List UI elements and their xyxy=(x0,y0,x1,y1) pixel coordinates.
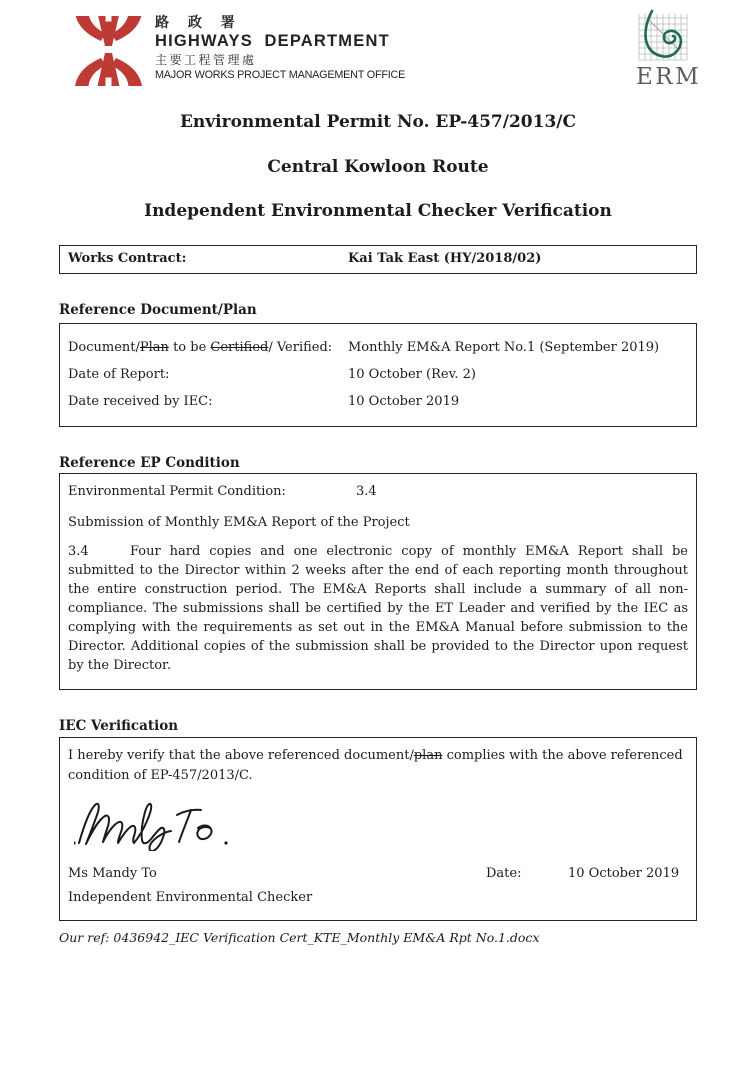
ep-clause-number: 3.4 xyxy=(68,544,89,559)
department-name-zh: 路 政 署 xyxy=(155,15,242,31)
reference-document-heading: Reference Document/Plan xyxy=(59,302,257,318)
our-ref-footer: Our ref: 0436942_IEC Verification Cert_KTE_Monthly EM&A Rpt No.1.docx xyxy=(59,930,540,945)
ep-clause-paragraph xyxy=(68,542,688,675)
label-suffix: / Verified: xyxy=(268,340,333,355)
signature-image xyxy=(74,795,259,851)
date-label: Date: xyxy=(486,866,522,881)
ep-condition-row xyxy=(68,482,688,502)
document-verified-row xyxy=(68,338,688,358)
ep-condition-box xyxy=(59,473,697,690)
label-mid: to be xyxy=(168,340,211,355)
document-verified-value: Monthly EM&A Report No.1 (September 2019) xyxy=(348,340,660,355)
label-prefix: Document/ xyxy=(68,340,140,355)
permit-number-title: Environmental Permit No. EP-457/2013/C xyxy=(179,112,577,132)
date-value: 10 October 2019 xyxy=(568,866,680,881)
date-of-report-value: 10 October (Rev. 2) xyxy=(348,367,476,382)
header xyxy=(59,0,702,100)
signatory-title: Independent Environmental Checker xyxy=(68,890,313,905)
department-name-en: HIGHWAYS DEPARTMENT xyxy=(155,32,390,50)
statement-struck-plan: plan xyxy=(413,748,443,763)
statement-suffix: complies with the above referenced condition of EP-457/2013/C. xyxy=(68,748,683,783)
office-name-en: MAJOR WORKS PROJECT MANAGEMENT OFFICE xyxy=(155,69,406,81)
iec-verification-box xyxy=(59,737,697,921)
ep-clause-text: Four hard copies and one electronic copy of monthly EM&A Report shall be submitted to the Director within 2 weeks after the end of each reporting month throughout the entire construction period. The EM&A Reports shall include a summary of all non-compliance. The submissions shall be certified by the ET Leader and verified by the IEC as complying with the requirements as set out in the EM&A Manual before submission to the Director. Additional copies of the submission shall be provided to the Director upon request by the Director. xyxy=(68,544,688,673)
iec-statement xyxy=(68,746,688,786)
department-titles xyxy=(155,14,405,82)
iec-verification-heading: IEC Verification xyxy=(59,718,179,734)
label-struck-certified: Certified xyxy=(210,340,269,355)
works-contract-value: Kai Tak East (HY/2018/02) xyxy=(348,251,542,266)
document-verified-label xyxy=(68,338,348,358)
statement-prefix: I hereby verify that the above referenced document/ xyxy=(68,748,414,763)
signatory-date-row xyxy=(68,864,688,884)
ep-condition-label: Environmental Permit Condition: xyxy=(68,484,286,499)
date-received-value: 10 October 2019 xyxy=(348,394,460,409)
document-title: Independent Environmental Checker Verification xyxy=(144,201,612,221)
erm-logo-text: ERM xyxy=(636,64,702,90)
ep-condition-heading: Reference EP Condition xyxy=(59,455,240,471)
signatory-name: Ms Mandy To xyxy=(68,866,157,881)
erm-logo-icon xyxy=(623,8,703,92)
date-received-label: Date received by IEC: xyxy=(68,394,213,409)
project-title: Central Kowloon Route xyxy=(267,157,489,177)
ep-condition-subject: Submission of Monthly EM&A Report of the Project xyxy=(68,515,410,530)
office-name-zh: 主要工程管理處 xyxy=(155,53,257,67)
works-contract-label: Works Contract: xyxy=(68,251,187,266)
works-contract-box xyxy=(59,245,697,274)
date-of-report-row xyxy=(68,365,688,385)
highways-department-logo-icon xyxy=(72,16,145,86)
ep-condition-value: 3.4 xyxy=(356,484,377,499)
reference-document-box xyxy=(59,323,697,427)
date-received-row xyxy=(68,392,688,412)
date-of-report-label: Date of Report: xyxy=(68,367,170,382)
label-struck-plan: Plan xyxy=(139,340,169,355)
